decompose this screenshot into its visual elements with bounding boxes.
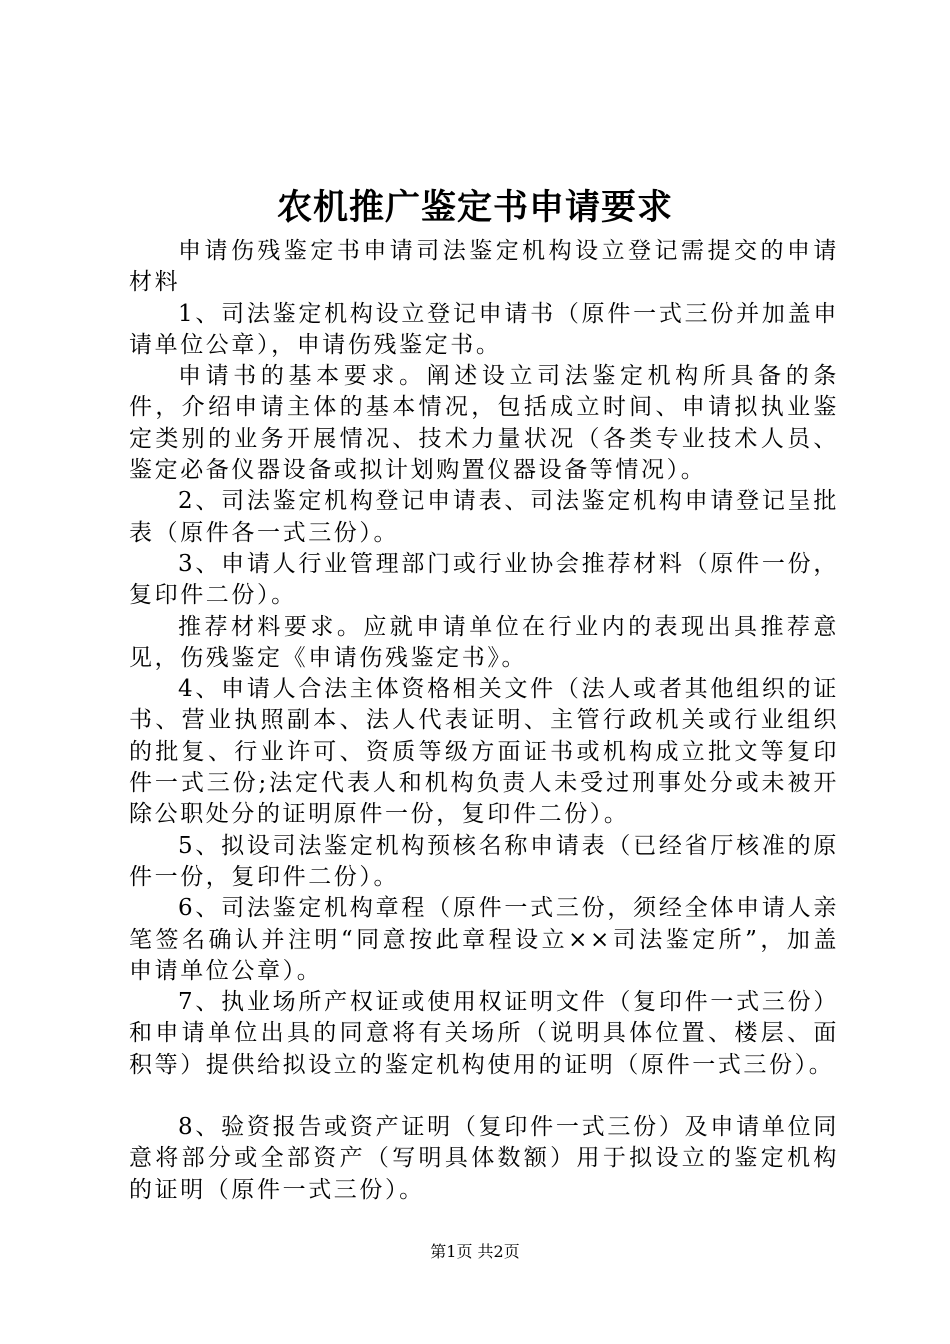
page-footer: 第1页 共2页 bbox=[430, 1242, 520, 1261]
paragraph-item-2: 2、司法鉴定机构登记申请表、司法鉴定机构申请登记呈批表（原件各一式三份）。 bbox=[129, 488, 839, 546]
paragraph-item-7: 7、执业场所产权证或使用权证明文件（复印件一式三份）和申请单位出具的同意将有关场所（说明具体位置、楼层、面积等）提供给拟设立的鉴定机构使用的证明（原件一式三份）。 bbox=[129, 989, 839, 1078]
paragraph-item-3: 3、申请人行业管理部门或行业协会推荐材料（原件一份，复印件二份）。 bbox=[129, 550, 839, 609]
document-title: 农机推广鉴定书申请要求 bbox=[276, 187, 673, 228]
paragraph-intro: 申请伤残鉴定书申请司法鉴定机构设立登记需提交的申请材料 bbox=[129, 238, 839, 296]
document-body bbox=[129, 236, 839, 1206]
paragraph-item-6: 6、司法鉴定机构章程（原件一式三份，须经全体申请人亲笔签名确认并注明“同意按此章程设立××司法鉴定所”，加盖申请单位公章）。 bbox=[129, 895, 839, 984]
paragraph-item-4: 4、申请人合法主体资格相关文件（法人或者其他组织的证书、营业执照副本、法人代表证明、主管行政机关或行业组织的批复、行业许可、资质等级方面证书或机构成立批文等复印件一式三份;法定代表人和机构负责人未受过刑事处分或未被开除公职处分的证明原件一份，复印件二份）。 bbox=[129, 676, 839, 828]
paragraph-recommendation-requirements: 推荐材料要求。应就申请单位在行业内的表现出具推荐意见，伤残鉴定《申请伤残鉴定书》。 bbox=[129, 613, 839, 671]
paragraph-item-5: 5、拟设司法鉴定机构预核名称申请表（已经省厅核准的原件一份，复印件二份）。 bbox=[129, 832, 839, 890]
paragraph-item-1: 1、司法鉴定机构设立登记申请书（原件一式三份并加盖申请单位公章），申请伤残鉴定书。 bbox=[129, 300, 839, 358]
paragraph-application-requirements: 申请书的基本要求。阐述设立司法鉴定机构所具备的条件，介绍申请主体的基本情况，包括成立时间、申请拟执业鉴定类别的业务开展情况、技术力量状况（各类专业技术人员、鉴定必备仪器设备或拟计划购置仪器设备等情况）。 bbox=[129, 363, 839, 484]
paragraph-item-8: 8、验资报告或资产证明（复印件一式三份）及申请单位同意将部分或全部资产（写明具体数额）用于拟设立的鉴定机构的证明（原件一式三份）。 bbox=[129, 1114, 839, 1203]
